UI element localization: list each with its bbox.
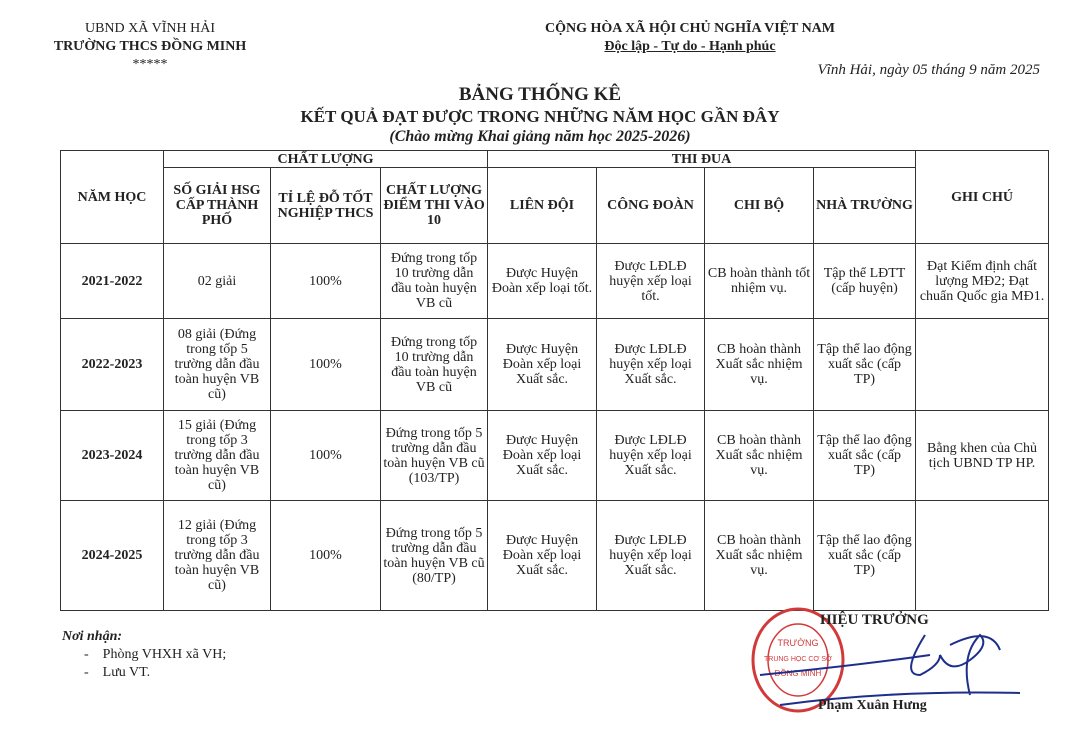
recipient-item: - Lưu VT. xyxy=(84,665,151,680)
cell-hsg: 15 giải (Đứng trong tốp 3 trường dẫn đầu toàn huyện VB cũ) xyxy=(164,411,271,501)
header-quality: CHẤT LƯỢNG xyxy=(164,151,488,168)
cell-truong: Tập thể lao động xuất sắc (cấp TP) xyxy=(814,411,916,501)
column-header: NHÀ TRƯỜNG xyxy=(814,168,916,244)
table-row xyxy=(61,319,1049,411)
column-header: TỈ LỆ ĐỖ TỐT NGHIỆP THCS xyxy=(271,168,381,244)
cell-hsg: 12 giải (Đứng trong tốp 3 trường dẫn đầu toàn huyện VB cũ) xyxy=(164,501,271,611)
column-header: CHI BỘ xyxy=(705,168,814,244)
recipient-item: - Phòng VHXH xã VH; xyxy=(84,647,227,662)
org-stars: ***** xyxy=(132,57,168,72)
cell-rate: 100% xyxy=(271,319,381,411)
header-notes: GHI CHÚ xyxy=(916,151,1049,244)
cell-year: 2022-2023 xyxy=(61,319,164,411)
national-header xyxy=(480,20,900,56)
table-row xyxy=(61,244,1049,319)
cell-congdoan: Được LĐLĐ huyện xếp loại Xuất sắc. xyxy=(597,319,705,411)
svg-text:TRƯỜNG: TRƯỜNG xyxy=(777,638,819,648)
recipients-label: Nơi nhận: xyxy=(62,629,123,644)
cell-year: 2021-2022 xyxy=(61,244,164,319)
column-header: CÔNG ĐOÀN xyxy=(597,168,705,244)
issuing-org xyxy=(40,20,260,74)
cell-hsg: 08 giải (Đứng trong tốp 5 trường dẫn đầu toàn huyện VB cũ) xyxy=(164,319,271,411)
recipient-text: Phòng VHXH xã VH; xyxy=(102,647,227,662)
cell-note: Bằng khen của Chủ tịch UBND TP HP. xyxy=(916,411,1049,501)
cell-liendoi: Được Huyện Đoàn xếp loại Xuất sắc. xyxy=(488,501,597,611)
cell-liendoi: Được Huyện Đoàn xếp loại Xuất sắc. xyxy=(488,411,597,501)
table-row xyxy=(61,501,1049,611)
cell-chibo: CB hoàn thành Xuất sắc nhiệm vụ. xyxy=(705,319,814,411)
column-header: LIÊN ĐỘI xyxy=(488,168,597,244)
cell-liendoi: Được Huyện Đoàn xếp loại tốt. xyxy=(488,244,597,319)
column-header: CHẤT LƯỢNG ĐIỂM THI VÀO 10 xyxy=(381,168,488,244)
cell-rate: 100% xyxy=(271,244,381,319)
cell-truong: Tập thể lao động xuất sắc (cấp TP) xyxy=(814,501,916,611)
cell-rate: 100% xyxy=(271,411,381,501)
svg-text:TRUNG HỌC CƠ SỞ: TRUNG HỌC CƠ SỞ xyxy=(763,656,833,663)
column-header: SỐ GIẢI HSG CẤP THÀNH PHỐ xyxy=(164,168,271,244)
cell-truong: Tập thể lao động xuất sắc (cấp TP) xyxy=(814,319,916,411)
doc-subtitle: KẾT QUẢ ĐẠT ĐƯỢC TRONG NHỮNG NĂM HỌC GẦN ĐÂY xyxy=(300,107,780,126)
cell-exam: Đứng trong tốp 5 trường dẫn đầu toàn huyện VB cũ (80/TP) xyxy=(381,501,488,611)
cell-hsg: 02 giải xyxy=(164,244,271,319)
recipients xyxy=(62,628,226,682)
cell-exam: Đứng trong tốp 10 trường dẫn đầu toàn huyện VB cũ xyxy=(381,244,488,319)
cell-chibo: CB hoàn thành tốt nhiệm vụ. xyxy=(705,244,814,319)
cell-year: 2023-2024 xyxy=(61,411,164,501)
org-line2: TRƯỜNG THCS ĐỒNG MINH xyxy=(53,39,247,54)
svg-text:ĐỒNG MINH: ĐỒNG MINH xyxy=(774,669,822,678)
cell-chibo: CB hoàn thành Xuất sắc nhiệm vụ. xyxy=(705,411,814,501)
cell-note xyxy=(916,319,1049,411)
cell-year: 2024-2025 xyxy=(61,501,164,611)
cell-rate: 100% xyxy=(271,501,381,611)
header-emulation: THI ĐUA xyxy=(488,151,916,168)
cell-note: Đạt Kiểm định chất lượng MĐ2; Đạt chuẩn Quốc gia MĐ1. xyxy=(916,244,1049,319)
doc-note: (Chào mừng Khai giảng năm học 2025-2026) xyxy=(389,128,691,145)
doc-title: BẢNG THỐNG KÊ xyxy=(458,84,622,105)
cell-exam: Đứng trong tốp 5 trường dẫn đầu toàn huyện VB cũ (103/TP) xyxy=(381,411,488,501)
cell-truong: Tập thể LĐTT (cấp huyện) xyxy=(814,244,916,319)
motto: Độc lập - Tự do - Hạnh phúc xyxy=(604,39,776,54)
nation-name: CỘNG HÒA XÃ HỘI CHỦ NGHĨA VIỆT NAM xyxy=(544,21,835,36)
header-year: NĂM HỌC xyxy=(61,151,164,244)
results-table xyxy=(60,150,1049,611)
cell-note xyxy=(916,501,1049,611)
document-date: Vĩnh Hải, ngày 05 tháng 9 năm 2025 xyxy=(817,62,1040,78)
cell-congdoan: Được LĐLĐ huyện xếp loại Xuất sắc. xyxy=(597,501,705,611)
signer-title: HIỆU TRƯỞNG xyxy=(820,612,929,628)
cell-congdoan: Được LĐLĐ huyện xếp loại Xuất sắc. xyxy=(597,411,705,501)
org-line1: UBND XÃ VĨNH HẢI xyxy=(84,21,215,36)
cell-chibo: CB hoàn thành Xuất sắc nhiệm vụ. xyxy=(705,501,814,611)
table-row xyxy=(61,411,1049,501)
cell-congdoan: Được LĐLĐ huyện xếp loại tốt. xyxy=(597,244,705,319)
cell-liendoi: Được Huyện Đoàn xếp loại Xuất sắc. xyxy=(488,319,597,411)
cell-exam: Đứng trong tốp 10 trường dẫn đầu toàn huyện VB cũ xyxy=(381,319,488,411)
signer-name: Phạm Xuân Hưng xyxy=(818,698,927,713)
recipient-text: Lưu VT. xyxy=(102,665,151,680)
